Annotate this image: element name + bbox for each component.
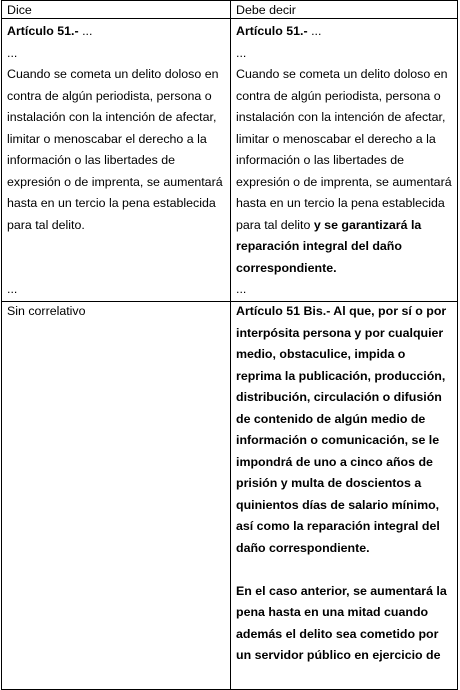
text-line: instalación con la intención de afectar, bbox=[236, 110, 446, 124]
text-line: pena hasta en una mitad cuando bbox=[236, 605, 429, 619]
article-51-bis bbox=[236, 301, 447, 667]
column-divider bbox=[230, 1, 231, 689]
text-line: medio, obstaculice, impida o bbox=[236, 347, 406, 361]
text-line: interpósita persona y por cualquier bbox=[236, 325, 444, 340]
text-line: información o las libertades de bbox=[236, 153, 405, 167]
header-divider bbox=[2, 18, 457, 19]
text-plain: para tal delito bbox=[236, 217, 311, 232]
ellipsis: ... bbox=[7, 45, 18, 60]
text-line: hasta en un tercio la pena establecida bbox=[7, 196, 216, 210]
text-line: distribución, circulación o difusión bbox=[236, 390, 442, 404]
text-line: limitar o menoscabar el derecho a la bbox=[7, 131, 207, 146]
header-debe-decir: Debe decir bbox=[236, 3, 296, 17]
text-line: hasta en un tercio la pena establecida bbox=[236, 196, 445, 210]
text-line: prisión y multa de doscientos a bbox=[236, 476, 422, 490]
text-added-bold: correspondiente. bbox=[236, 260, 337, 275]
ellipsis: ... bbox=[82, 24, 93, 38]
ellipsis: ... bbox=[236, 45, 247, 60]
text-line: En el caso anterior, se aumentará la bbox=[236, 583, 447, 598]
text-line: Cuando se cometa un delito doloso en bbox=[236, 67, 448, 81]
text-line: daño correspondiente. bbox=[236, 540, 370, 555]
ellipsis: ... bbox=[7, 282, 18, 296]
text-line: reprima la publicación, producción, bbox=[236, 368, 446, 383]
text-line: Cuando se cometa un delito doloso en bbox=[7, 67, 219, 81]
text-line: un servidor público en ejercicio de bbox=[236, 648, 441, 662]
text-line: así como la reparación integral del bbox=[236, 519, 440, 533]
text-line: contra de algún periodista, persona o bbox=[236, 88, 441, 103]
dice-article-51 bbox=[7, 21, 223, 301]
text-added-bold: y se garantizará la bbox=[310, 217, 422, 232]
text-line: contra de algún periodista, persona o bbox=[7, 88, 212, 103]
comparison-table bbox=[1, 0, 458, 690]
text-line: información o comunicación, se le bbox=[236, 433, 440, 447]
text-line: para tal delito. bbox=[7, 217, 85, 232]
text-line: impondrá de uno a cinco años de bbox=[236, 454, 433, 469]
text-line: expresión o de imprenta, se aumentará bbox=[236, 174, 452, 189]
text-line: además el delito sea cometido por bbox=[236, 626, 439, 641]
article-title: Artículo 51.- bbox=[7, 24, 79, 38]
article-title: Artículo 51.- bbox=[236, 24, 308, 38]
text-line: quinientos días de salario mínimo, bbox=[236, 497, 440, 512]
ellipsis: ... bbox=[311, 24, 322, 38]
text-line: limitar o menoscabar el derecho a la bbox=[236, 131, 436, 146]
header-dice: Dice bbox=[7, 3, 32, 17]
text-line: Artículo 51 Bis.- Al que, por sí o por bbox=[236, 304, 447, 318]
text-line: información o las libertades de bbox=[7, 153, 176, 167]
text-line: instalación con la intención de afectar, bbox=[7, 110, 217, 124]
sin-correlativo: Sin correlativo bbox=[7, 304, 86, 318]
text-line: de contenido de algún medio de bbox=[236, 411, 426, 426]
ellipsis: ... bbox=[236, 282, 247, 296]
debe-decir-article-51 bbox=[236, 21, 452, 301]
text-added-bold: reparación integral del daño bbox=[236, 239, 402, 253]
text-line: expresión o de imprenta, se aumentará bbox=[7, 174, 223, 189]
